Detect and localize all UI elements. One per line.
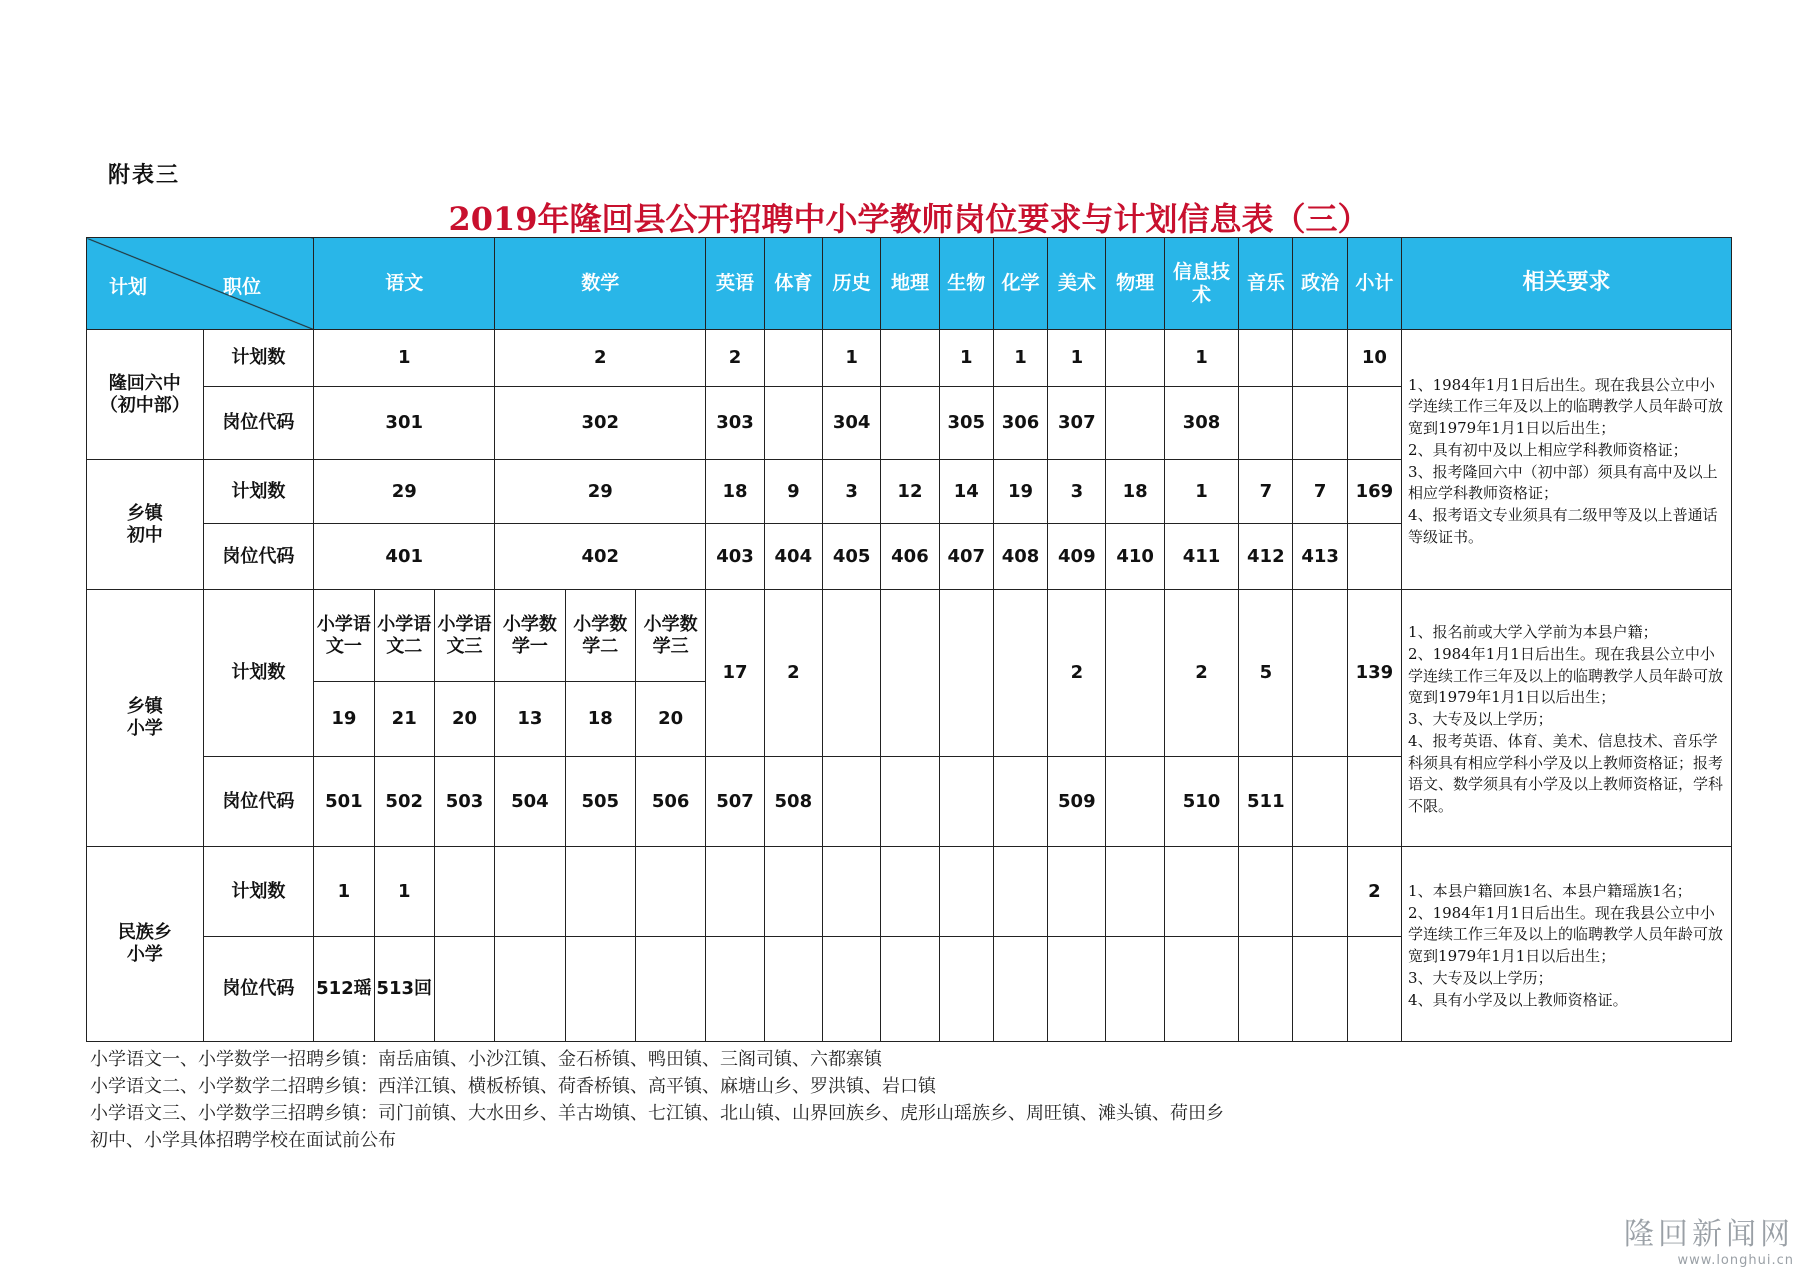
cell — [635, 847, 705, 937]
cell: 405 — [822, 524, 880, 590]
cell — [635, 937, 705, 1042]
cell: 139 — [1347, 590, 1401, 757]
header-subject: 政治 — [1293, 238, 1347, 330]
cell — [1347, 524, 1401, 590]
cell: 303 — [706, 387, 764, 460]
cell — [1106, 847, 1164, 937]
sub-header: 小学语文二 — [374, 590, 434, 682]
sub-header: 小学数学二 — [565, 590, 635, 682]
cell: 3 — [822, 460, 880, 524]
cell — [1293, 937, 1347, 1042]
requirements-text: 1、1984年1月1日后出生。现在我县公立中小学连续工作三年及以上的临聘教学人员年龄可放宽到1979年1月1日以后出生； 2、具有初中及以上相应学科教师资格证； 3、报考隆回六中（初中部）须具有高中及以上相应学科教师资格证； 4、报考语文专业须具有二级甲等及以上普通话等级证书。 — [1402, 330, 1732, 590]
cell: 14 — [939, 460, 993, 524]
cell: 2 — [706, 330, 764, 387]
cell: 29 — [314, 460, 495, 524]
header-subject: 英语 — [706, 238, 764, 330]
cell — [822, 757, 880, 847]
watermark-name: 隆回新闻网 — [1624, 1217, 1794, 1252]
header-subject: 小计 — [1347, 238, 1401, 330]
group-name: 隆回六中 （初中部） — [87, 330, 204, 460]
sub-header: 小学语文一 — [314, 590, 374, 682]
cell — [1048, 847, 1106, 937]
header-subject: 生物 — [939, 238, 993, 330]
cell — [822, 937, 880, 1042]
cell — [939, 590, 993, 757]
cell — [1239, 847, 1293, 937]
cell — [1347, 937, 1401, 1042]
cell — [764, 387, 822, 460]
cell: 9 — [764, 460, 822, 524]
cell — [1293, 330, 1347, 387]
header-subject: 数学 — [495, 238, 706, 330]
cell: 169 — [1347, 460, 1401, 524]
requirements-text: 1、本县户籍回族1名、本县户籍瑶族1名； 2、1984年1月1日后出生。现在我县公立中小学连续工作三年及以上的临聘教学人员年龄可放宽到1979年1月1日以后出生； 3、大专及以上学历； 4、具有小学及以上教师资格证。 — [1402, 847, 1732, 1042]
cell — [1106, 330, 1164, 387]
cell: 401 — [314, 524, 495, 590]
row-label: 岗位代码 — [203, 757, 314, 847]
cell: 18 — [706, 460, 764, 524]
cell: 2 — [1164, 590, 1238, 757]
cell — [764, 330, 822, 387]
cell: 10 — [1347, 330, 1401, 387]
cell — [881, 590, 939, 757]
cell: 302 — [495, 387, 706, 460]
cell — [993, 847, 1047, 937]
header-subject: 音乐 — [1239, 238, 1293, 330]
cell — [764, 937, 822, 1042]
cell — [1106, 590, 1164, 757]
cell: 1 — [1048, 330, 1106, 387]
cell: 2 — [495, 330, 706, 387]
cell: 505 — [565, 757, 635, 847]
cell: 511 — [1239, 757, 1293, 847]
footnotes — [90, 1046, 1224, 1154]
sub-header: 小学数学三 — [635, 590, 705, 682]
cell — [565, 847, 635, 937]
cell: 512瑶 — [314, 937, 374, 1042]
requirements-text: 1、报名前或大学入学前为本县户籍； 2、1984年1月1日后出生。现在我县公立中小学连续工作三年及以上的临聘教学人员年龄可放宽到1979年1月1日以后出生； 3、大专及以上学历； 4、报考英语、体育、美术、信息技术、音乐学科须具有相应学科小学及以上教师资格证；报考语文、数学须具有小学及以上教师资格证，学科不限。 — [1402, 590, 1732, 847]
footnote: 小学语文三、小学数学三招聘乡镇：司门前镇、大水田乡、羊古坳镇、七江镇、北山镇、山界回族乡、虎形山瑶族乡、周旺镇、滩头镇、荷田乡 — [90, 1103, 1224, 1124]
cell: 29 — [495, 460, 706, 524]
cell — [881, 330, 939, 387]
cell: 509 — [1048, 757, 1106, 847]
cell: 413 — [1293, 524, 1347, 590]
table-row — [87, 590, 1732, 682]
cell: 7 — [1239, 460, 1293, 524]
cell: 1 — [374, 847, 434, 937]
cell — [1347, 757, 1401, 847]
cell: 18 — [565, 682, 635, 757]
group-name: 民族乡 小学 — [87, 847, 204, 1042]
recruitment-table — [86, 237, 1732, 1042]
cell: 508 — [764, 757, 822, 847]
cell — [706, 847, 764, 937]
header-plan-label: 计划 — [109, 276, 148, 298]
cell: 1 — [1164, 460, 1238, 524]
row-label: 岗位代码 — [203, 937, 314, 1042]
cell — [1293, 847, 1347, 937]
cell: 5 — [1239, 590, 1293, 757]
cell — [993, 937, 1047, 1042]
cell — [1106, 387, 1164, 460]
footnote: 初中、小学具体招聘学校在面试前公布 — [90, 1130, 396, 1151]
header-subject: 信息技术 — [1164, 238, 1238, 330]
cell: 402 — [495, 524, 706, 590]
cell: 403 — [706, 524, 764, 590]
cell: 507 — [706, 757, 764, 847]
footnote: 小学语文二、小学数学二招聘乡镇：西洋江镇、横板桥镇、荷香桥镇、高平镇、麻塘山乡、罗洪镇、岩口镇 — [90, 1076, 936, 1097]
table-row — [87, 330, 1732, 387]
row-label: 计划数 — [203, 590, 314, 757]
header-subject: 美术 — [1048, 238, 1106, 330]
table-header — [87, 238, 1732, 330]
cell — [881, 847, 939, 937]
cell — [495, 847, 565, 937]
cell: 412 — [1239, 524, 1293, 590]
cell — [495, 937, 565, 1042]
cell: 17 — [706, 590, 764, 757]
cell — [881, 387, 939, 460]
header-subject: 地理 — [881, 238, 939, 330]
cell — [822, 590, 880, 757]
header-diagonal-cell — [87, 238, 314, 330]
appendix-label: 附表三 — [108, 162, 181, 188]
cell — [764, 847, 822, 937]
cell — [993, 757, 1047, 847]
cell: 19 — [314, 682, 374, 757]
row-label: 计划数 — [203, 847, 314, 937]
header-subject: 语文 — [314, 238, 495, 330]
cell: 306 — [993, 387, 1047, 460]
cell — [434, 937, 494, 1042]
cell: 301 — [314, 387, 495, 460]
cell: 3 — [1048, 460, 1106, 524]
cell: 506 — [635, 757, 705, 847]
watermark — [1624, 1209, 1794, 1268]
cell — [939, 757, 993, 847]
cell — [939, 937, 993, 1042]
cell: 20 — [635, 682, 705, 757]
cell — [1239, 937, 1293, 1042]
cell: 408 — [993, 524, 1047, 590]
cell: 504 — [495, 757, 565, 847]
cell — [706, 937, 764, 1042]
cell: 404 — [764, 524, 822, 590]
cell: 406 — [881, 524, 939, 590]
cell: 510 — [1164, 757, 1238, 847]
cell — [939, 847, 993, 937]
table-row — [87, 847, 1732, 937]
cell — [1164, 937, 1238, 1042]
cell: 1 — [1164, 330, 1238, 387]
cell — [565, 937, 635, 1042]
sub-header: 小学数学一 — [495, 590, 565, 682]
cell: 1 — [822, 330, 880, 387]
cell: 513回 — [374, 937, 434, 1042]
cell: 1 — [939, 330, 993, 387]
header-position-label: 职位 — [223, 276, 262, 298]
cell: 308 — [1164, 387, 1238, 460]
cell — [822, 847, 880, 937]
cell: 501 — [314, 757, 374, 847]
header-subject: 历史 — [822, 238, 880, 330]
cell — [1048, 937, 1106, 1042]
cell: 304 — [822, 387, 880, 460]
cell: 503 — [434, 757, 494, 847]
cell — [1293, 590, 1347, 757]
cell — [1164, 847, 1238, 937]
cell: 409 — [1048, 524, 1106, 590]
page-title: 2019年隆回县公开招聘中小学教师岗位要求与计划信息表（三） — [448, 200, 1370, 238]
cell — [1106, 937, 1164, 1042]
cell: 307 — [1048, 387, 1106, 460]
cell: 1 — [314, 330, 495, 387]
cell: 502 — [374, 757, 434, 847]
cell: 407 — [939, 524, 993, 590]
cell: 2 — [1347, 847, 1401, 937]
cell: 21 — [374, 682, 434, 757]
cell: 2 — [1048, 590, 1106, 757]
row-label: 岗位代码 — [203, 387, 314, 460]
cell — [1293, 757, 1347, 847]
row-label: 计划数 — [203, 330, 314, 387]
cell: 18 — [1106, 460, 1164, 524]
cell — [881, 937, 939, 1042]
cell — [434, 847, 494, 937]
cell — [1106, 757, 1164, 847]
header-subject: 物理 — [1106, 238, 1164, 330]
cell: 305 — [939, 387, 993, 460]
cell — [881, 757, 939, 847]
cell — [1347, 387, 1401, 460]
cell: 7 — [1293, 460, 1347, 524]
header-requirements: 相关要求 — [1402, 238, 1732, 330]
cell: 20 — [434, 682, 494, 757]
watermark-url: www.longhui.cn — [1677, 1253, 1794, 1268]
cell: 2 — [764, 590, 822, 757]
cell — [993, 590, 1047, 757]
cell — [1239, 330, 1293, 387]
cell: 1 — [314, 847, 374, 937]
cell: 19 — [993, 460, 1047, 524]
row-label: 岗位代码 — [203, 524, 314, 590]
footnote: 小学语文一、小学数学一招聘乡镇：南岳庙镇、小沙江镇、金石桥镇、鸭田镇、三阁司镇、六都寨镇 — [90, 1049, 882, 1070]
cell: 1 — [993, 330, 1047, 387]
cell — [1239, 387, 1293, 460]
cell: 13 — [495, 682, 565, 757]
cell — [1293, 387, 1347, 460]
row-label: 计划数 — [203, 460, 314, 524]
cell: 12 — [881, 460, 939, 524]
header-subject: 体育 — [764, 238, 822, 330]
group-name: 乡镇 初中 — [87, 460, 204, 590]
sub-header: 小学语文三 — [434, 590, 494, 682]
cell: 410 — [1106, 524, 1164, 590]
group-name: 乡镇 小学 — [87, 590, 204, 847]
header-subject: 化学 — [993, 238, 1047, 330]
cell: 411 — [1164, 524, 1238, 590]
